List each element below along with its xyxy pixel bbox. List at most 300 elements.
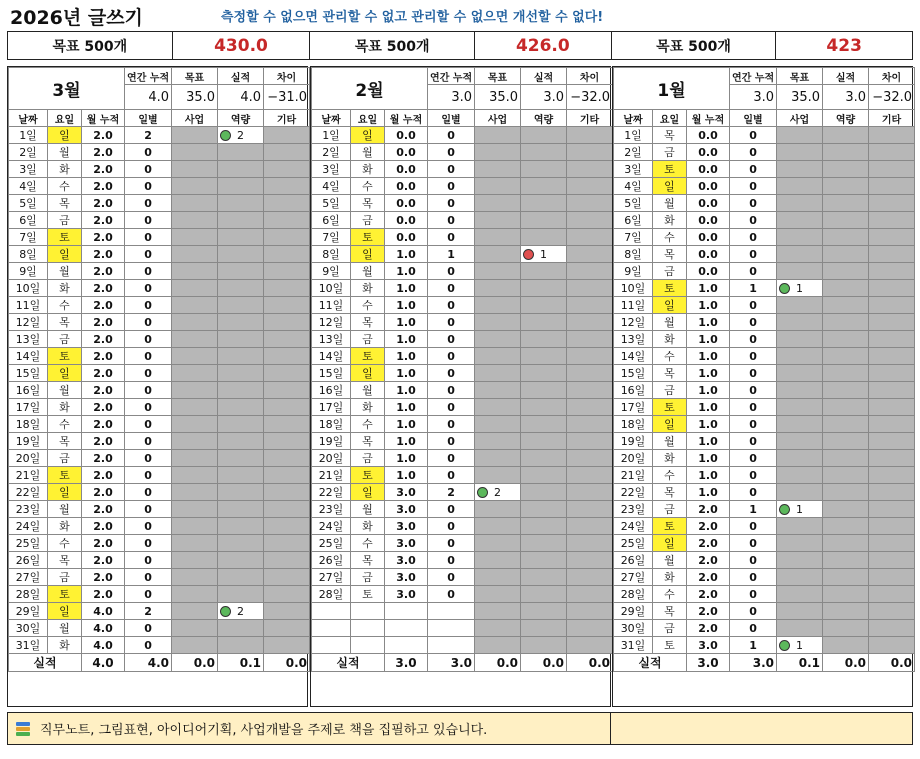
capacity-cell[interactable] [218,331,264,348]
daily-cell[interactable]: 0 [125,246,172,263]
business-cell[interactable] [777,144,823,161]
business-cell[interactable] [777,178,823,195]
business-cell[interactable] [777,297,823,314]
capacity-cell[interactable] [218,161,264,178]
capacity-cell[interactable] [823,501,869,518]
other-cell[interactable] [869,416,915,433]
business-cell[interactable] [777,195,823,212]
business-cell[interactable] [777,314,823,331]
daily-cell[interactable]: 0 [125,399,172,416]
capacity-cell[interactable] [823,433,869,450]
capacity-cell[interactable] [521,161,567,178]
daily-cell[interactable]: 0 [730,569,777,586]
daily-cell[interactable]: 0 [125,212,172,229]
business-cell[interactable] [777,280,823,297]
other-cell[interactable] [264,212,310,229]
daily-cell[interactable]: 0 [730,535,777,552]
other-cell[interactable] [567,331,613,348]
daily-cell[interactable]: 0 [730,518,777,535]
daily-cell[interactable]: 0 [428,399,475,416]
business-cell[interactable] [172,161,218,178]
daily-cell[interactable]: 0 [730,314,777,331]
capacity-cell[interactable] [823,144,869,161]
daily-cell[interactable]: 1 [428,246,475,263]
daily-cell[interactable]: 0 [730,365,777,382]
capacity-cell[interactable] [218,144,264,161]
capacity-cell[interactable] [218,365,264,382]
business-cell[interactable] [172,144,218,161]
business-cell[interactable] [777,365,823,382]
capacity-cell[interactable] [823,382,869,399]
capacity-cell[interactable] [823,263,869,280]
capacity-cell[interactable] [521,501,567,518]
capacity-cell[interactable] [521,399,567,416]
business-cell[interactable] [172,195,218,212]
business-cell[interactable] [777,399,823,416]
capacity-cell[interactable] [218,178,264,195]
daily-cell[interactable]: 0 [125,518,172,535]
capacity-cell[interactable] [218,297,264,314]
other-cell[interactable] [264,484,310,501]
daily-cell[interactable]: 0 [125,348,172,365]
other-cell[interactable] [567,399,613,416]
business-cell[interactable] [777,501,823,518]
daily-cell[interactable]: 0 [730,450,777,467]
other-cell[interactable] [869,178,915,195]
business-cell[interactable] [475,433,521,450]
capacity-cell[interactable] [521,484,567,501]
daily-cell[interactable]: 0 [730,467,777,484]
capacity-cell[interactable] [823,314,869,331]
business-cell[interactable] [172,501,218,518]
business-cell[interactable] [777,212,823,229]
capacity-cell[interactable] [218,450,264,467]
daily-cell[interactable]: 0 [428,518,475,535]
other-cell[interactable] [264,501,310,518]
other-cell[interactable] [567,144,613,161]
business-cell[interactable] [777,161,823,178]
capacity-cell[interactable] [521,433,567,450]
business-cell[interactable] [172,263,218,280]
business-cell[interactable] [475,399,521,416]
daily-cell[interactable]: 2 [125,127,172,144]
capacity-cell[interactable] [218,212,264,229]
capacity-cell[interactable] [521,212,567,229]
capacity-cell[interactable] [823,399,869,416]
capacity-cell[interactable] [218,348,264,365]
capacity-cell[interactable] [823,603,869,620]
daily-cell[interactable]: 0 [125,195,172,212]
business-cell[interactable] [172,178,218,195]
daily-cell[interactable]: 0 [730,195,777,212]
daily-cell[interactable]: 0 [730,603,777,620]
business-cell[interactable] [172,280,218,297]
daily-cell[interactable]: 1 [730,280,777,297]
capacity-cell[interactable] [823,195,869,212]
daily-cell[interactable]: 0 [730,552,777,569]
daily-cell[interactable]: 0 [730,263,777,280]
other-cell[interactable] [869,195,915,212]
other-cell[interactable] [264,263,310,280]
daily-cell[interactable]: 0 [428,178,475,195]
capacity-cell[interactable] [823,229,869,246]
daily-cell[interactable]: 0 [730,229,777,246]
business-cell[interactable] [777,127,823,144]
daily-cell[interactable]: 0 [125,586,172,603]
daily-cell[interactable]: 0 [730,161,777,178]
business-cell[interactable] [172,552,218,569]
business-cell[interactable] [777,569,823,586]
business-cell[interactable] [777,433,823,450]
business-cell[interactable] [172,467,218,484]
daily-cell[interactable]: 0 [125,280,172,297]
daily-cell[interactable]: 0 [428,229,475,246]
daily-cell[interactable]: 0 [125,314,172,331]
other-cell[interactable] [869,365,915,382]
other-cell[interactable] [869,263,915,280]
other-cell[interactable] [264,416,310,433]
daily-cell[interactable]: 0 [125,229,172,246]
capacity-cell[interactable] [521,467,567,484]
other-cell[interactable] [869,314,915,331]
business-cell[interactable] [172,484,218,501]
daily-cell[interactable]: 0 [125,620,172,637]
capacity-cell[interactable] [521,450,567,467]
business-cell[interactable] [172,518,218,535]
capacity-cell[interactable] [823,569,869,586]
capacity-cell[interactable] [521,535,567,552]
other-cell[interactable] [567,178,613,195]
daily-cell[interactable]: 0 [125,569,172,586]
capacity-cell[interactable] [218,501,264,518]
business-cell[interactable] [475,280,521,297]
capacity-cell[interactable] [218,637,264,654]
other-cell[interactable] [567,382,613,399]
business-cell[interactable] [172,586,218,603]
business-cell[interactable] [475,348,521,365]
daily-cell[interactable]: 0 [125,501,172,518]
capacity-cell[interactable] [218,620,264,637]
other-cell[interactable] [264,620,310,637]
other-cell[interactable] [869,484,915,501]
daily-cell[interactable]: 0 [428,144,475,161]
capacity-cell[interactable] [823,161,869,178]
other-cell[interactable] [567,280,613,297]
other-cell[interactable] [264,331,310,348]
capacity-cell[interactable] [521,280,567,297]
business-cell[interactable] [777,535,823,552]
business-cell[interactable] [172,603,218,620]
business-cell[interactable] [777,518,823,535]
daily-cell[interactable]: 0 [125,416,172,433]
daily-cell[interactable]: 0 [730,127,777,144]
other-cell[interactable] [567,450,613,467]
other-cell[interactable] [264,365,310,382]
other-cell[interactable] [264,127,310,144]
capacity-cell[interactable] [521,195,567,212]
other-cell[interactable] [869,280,915,297]
business-cell[interactable] [777,229,823,246]
business-cell[interactable] [777,382,823,399]
other-cell[interactable] [869,212,915,229]
daily-cell[interactable]: 0 [428,586,475,603]
other-cell[interactable] [869,144,915,161]
capacity-cell[interactable] [521,348,567,365]
daily-cell[interactable]: 0 [125,263,172,280]
capacity-cell[interactable] [218,569,264,586]
other-cell[interactable] [567,161,613,178]
business-cell[interactable] [172,127,218,144]
daily-cell[interactable]: 0 [428,450,475,467]
business-cell[interactable] [475,212,521,229]
daily-cell[interactable]: 0 [730,331,777,348]
business-cell[interactable] [777,416,823,433]
business-cell[interactable] [172,212,218,229]
other-cell[interactable] [264,280,310,297]
capacity-cell[interactable] [218,603,264,620]
other-cell[interactable] [264,297,310,314]
business-cell[interactable] [475,195,521,212]
business-cell[interactable] [475,161,521,178]
capacity-cell[interactable] [218,382,264,399]
other-cell[interactable] [869,433,915,450]
capacity-cell[interactable] [823,348,869,365]
daily-cell[interactable]: 0 [428,280,475,297]
daily-cell[interactable]: 0 [730,178,777,195]
business-cell[interactable] [475,450,521,467]
capacity-cell[interactable] [218,195,264,212]
daily-cell[interactable]: 0 [428,161,475,178]
capacity-cell[interactable] [521,382,567,399]
other-cell[interactable] [567,263,613,280]
business-cell[interactable] [475,246,521,263]
daily-cell[interactable]: 0 [428,331,475,348]
business-cell[interactable] [777,620,823,637]
business-cell[interactable] [475,518,521,535]
other-cell[interactable] [264,450,310,467]
business-cell[interactable] [475,467,521,484]
business-cell[interactable] [172,348,218,365]
business-cell[interactable] [475,365,521,382]
other-cell[interactable] [869,382,915,399]
capacity-cell[interactable] [823,331,869,348]
other-cell[interactable] [567,229,613,246]
daily-cell[interactable]: 0 [428,365,475,382]
business-cell[interactable] [777,484,823,501]
daily-cell[interactable]: 0 [730,144,777,161]
capacity-cell[interactable] [521,552,567,569]
business-cell[interactable] [475,127,521,144]
other-cell[interactable] [264,399,310,416]
capacity-cell[interactable] [823,467,869,484]
business-cell[interactable] [172,569,218,586]
other-cell[interactable] [264,382,310,399]
other-cell[interactable] [264,637,310,654]
business-cell[interactable] [172,450,218,467]
business-cell[interactable] [777,263,823,280]
daily-cell[interactable]: 0 [428,467,475,484]
daily-cell[interactable]: 2 [428,484,475,501]
daily-cell[interactable]: 0 [730,484,777,501]
other-cell[interactable] [264,161,310,178]
business-cell[interactable] [475,501,521,518]
daily-cell[interactable]: 0 [125,637,172,654]
daily-cell[interactable]: 0 [428,314,475,331]
daily-cell[interactable]: 0 [428,552,475,569]
daily-cell[interactable]: 0 [428,382,475,399]
capacity-cell[interactable] [218,229,264,246]
other-cell[interactable] [264,178,310,195]
capacity-cell[interactable] [521,178,567,195]
other-cell[interactable] [567,535,613,552]
capacity-cell[interactable] [823,178,869,195]
daily-cell[interactable]: 1 [730,501,777,518]
other-cell[interactable] [869,569,915,586]
business-cell[interactable] [777,450,823,467]
capacity-cell[interactable] [521,365,567,382]
other-cell[interactable] [567,433,613,450]
other-cell[interactable] [869,620,915,637]
other-cell[interactable] [567,467,613,484]
other-cell[interactable] [869,586,915,603]
business-cell[interactable] [475,552,521,569]
business-cell[interactable] [172,331,218,348]
capacity-cell[interactable] [823,127,869,144]
capacity-cell[interactable] [218,586,264,603]
daily-cell[interactable]: 0 [428,501,475,518]
capacity-cell[interactable] [218,518,264,535]
daily-cell[interactable]: 0 [125,484,172,501]
other-cell[interactable] [869,127,915,144]
capacity-cell[interactable] [521,314,567,331]
other-cell[interactable] [869,229,915,246]
capacity-cell[interactable] [823,212,869,229]
other-cell[interactable] [264,603,310,620]
business-cell[interactable] [777,603,823,620]
other-cell[interactable] [264,144,310,161]
other-cell[interactable] [567,314,613,331]
capacity-cell[interactable] [823,365,869,382]
business-cell[interactable] [172,382,218,399]
other-cell[interactable] [567,484,613,501]
business-cell[interactable] [475,569,521,586]
business-cell[interactable] [172,433,218,450]
other-cell[interactable] [567,501,613,518]
daily-cell[interactable]: 0 [730,212,777,229]
daily-cell[interactable]: 0 [125,161,172,178]
capacity-cell[interactable] [218,314,264,331]
daily-cell[interactable]: 0 [730,620,777,637]
other-cell[interactable] [869,161,915,178]
other-cell[interactable] [869,399,915,416]
capacity-cell[interactable] [823,297,869,314]
capacity-cell[interactable] [521,518,567,535]
other-cell[interactable] [264,518,310,535]
other-cell[interactable] [869,603,915,620]
other-cell[interactable] [869,467,915,484]
other-cell[interactable] [264,314,310,331]
business-cell[interactable] [777,467,823,484]
daily-cell[interactable]: 0 [125,365,172,382]
capacity-cell[interactable] [521,144,567,161]
business-cell[interactable] [777,348,823,365]
daily-cell[interactable]: 0 [428,569,475,586]
other-cell[interactable] [567,246,613,263]
capacity-cell[interactable] [521,246,567,263]
capacity-cell[interactable] [218,263,264,280]
daily-cell[interactable]: 0 [428,416,475,433]
other-cell[interactable] [567,518,613,535]
business-cell[interactable] [172,535,218,552]
daily-cell[interactable]: 0 [125,450,172,467]
capacity-cell[interactable] [218,280,264,297]
other-cell[interactable] [567,552,613,569]
other-cell[interactable] [264,246,310,263]
business-cell[interactable] [777,246,823,263]
capacity-cell[interactable] [823,450,869,467]
business-cell[interactable] [475,229,521,246]
daily-cell[interactable]: 0 [730,586,777,603]
daily-cell[interactable]: 0 [428,212,475,229]
business-cell[interactable] [777,552,823,569]
other-cell[interactable] [567,212,613,229]
daily-cell[interactable]: 0 [730,416,777,433]
business-cell[interactable] [172,416,218,433]
business-cell[interactable] [172,399,218,416]
capacity-cell[interactable] [218,467,264,484]
business-cell[interactable] [475,382,521,399]
daily-cell[interactable]: 0 [125,433,172,450]
daily-cell[interactable]: 0 [428,297,475,314]
other-cell[interactable] [869,450,915,467]
capacity-cell[interactable] [823,620,869,637]
capacity-cell[interactable] [823,535,869,552]
capacity-cell[interactable] [823,586,869,603]
other-cell[interactable] [264,569,310,586]
capacity-cell[interactable] [218,535,264,552]
daily-cell[interactable]: 0 [125,467,172,484]
capacity-cell[interactable] [521,229,567,246]
other-cell[interactable] [264,586,310,603]
daily-cell[interactable]: 0 [125,144,172,161]
business-cell[interactable] [475,331,521,348]
business-cell[interactable] [475,297,521,314]
other-cell[interactable] [567,569,613,586]
business-cell[interactable] [475,484,521,501]
daily-cell[interactable]: 0 [730,348,777,365]
business-cell[interactable] [475,314,521,331]
capacity-cell[interactable] [823,246,869,263]
daily-cell[interactable]: 0 [730,399,777,416]
capacity-cell[interactable] [823,518,869,535]
capacity-cell[interactable] [823,416,869,433]
capacity-cell[interactable] [218,127,264,144]
daily-cell[interactable]: 1 [730,637,777,654]
capacity-cell[interactable] [521,331,567,348]
other-cell[interactable] [264,195,310,212]
capacity-cell[interactable] [218,416,264,433]
capacity-cell[interactable] [823,484,869,501]
daily-cell[interactable]: 0 [125,331,172,348]
other-cell[interactable] [567,127,613,144]
business-cell[interactable] [475,144,521,161]
other-cell[interactable] [264,535,310,552]
daily-cell[interactable]: 0 [125,382,172,399]
daily-cell[interactable]: 0 [730,433,777,450]
other-cell[interactable] [264,552,310,569]
business-cell[interactable] [475,178,521,195]
other-cell[interactable] [264,467,310,484]
